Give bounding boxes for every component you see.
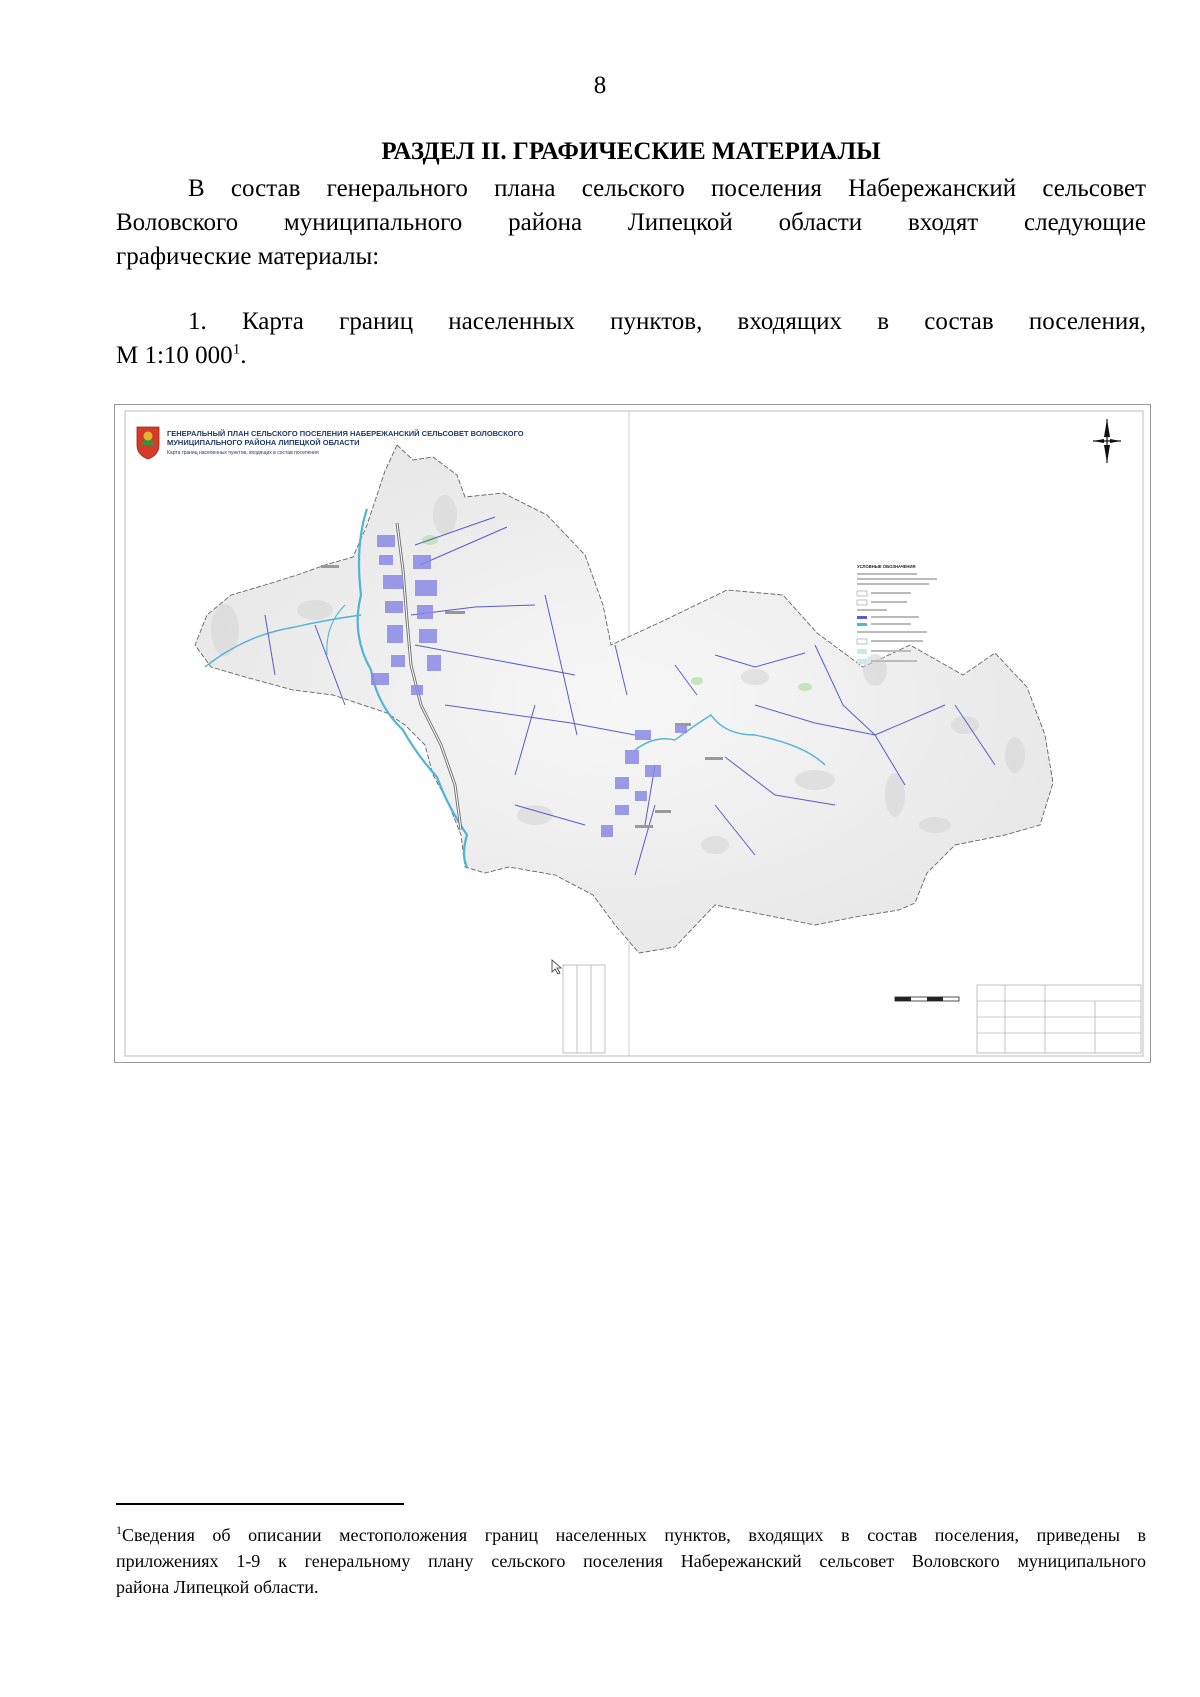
intro-line-3: графические материалы:	[116, 243, 380, 270]
map-image	[115, 405, 1150, 1062]
list-item-1	[116, 305, 1146, 373]
section-title: РАЗДЕЛ II. ГРАФИЧЕСКИЕ МАТЕРИАЛЫ	[381, 138, 881, 165]
intro-line-2: Воловского муниципального района Липецкой области входят следующие	[116, 209, 1146, 236]
footnote-line-1-text: Сведения об описании местоположения границ населенных пунктов, входящих в состав поселения, приведены в	[122, 1525, 1146, 1545]
footnote-line-3: района Липецкой области.	[116, 1577, 319, 1597]
footnote-line-1	[116, 1522, 1146, 1548]
list-item-1-period: .	[240, 342, 247, 369]
footnote-line-2: приложениях 1-9 к генеральному плану сельского поселения Набережанский сельсовет Воловского муниципального	[116, 1551, 1146, 1571]
footnote-mark: 1	[116, 1523, 122, 1537]
map-title-line-1: ГЕНЕРАЛЬНЫЙ ПЛАН СЕЛЬСКОГО ПОСЕЛЕНИЯ НАБЕРЕЖАНСКИЙ СЕЛЬСОВЕТ ВОЛОВСКОГО	[167, 429, 524, 438]
footnote-reference[interactable]: 1	[232, 341, 241, 358]
scale-text: М 1:10 000	[116, 342, 233, 369]
list-item-1-line-1: 1. Карта границ населенных пунктов, входящих в состав поселения,	[188, 308, 1146, 335]
list-item-1-line-2	[116, 339, 1146, 373]
map-figure	[114, 404, 1151, 1063]
intro-paragraph	[116, 172, 1146, 274]
footnote-separator	[116, 1503, 404, 1505]
scale-bar-icon	[895, 997, 959, 1001]
map-title-line-2: МУНИЦИПАЛЬНОГО РАЙОНА ЛИПЕЦКОЙ ОБЛАСТИ	[167, 438, 360, 447]
emblem-icon	[137, 427, 159, 459]
intro-line-1: В состав генерального плана сельского поселения Набережанский сельсовет	[188, 175, 1146, 202]
page-number: 8	[593, 72, 607, 99]
footnote	[116, 1522, 1146, 1600]
legend-title: УСЛОВНЫЕ ОБОЗНАЧЕНИЯ	[857, 564, 916, 569]
map-subtitle: Карта границ населенных пунктов, входящих в состав поселения	[167, 450, 319, 456]
